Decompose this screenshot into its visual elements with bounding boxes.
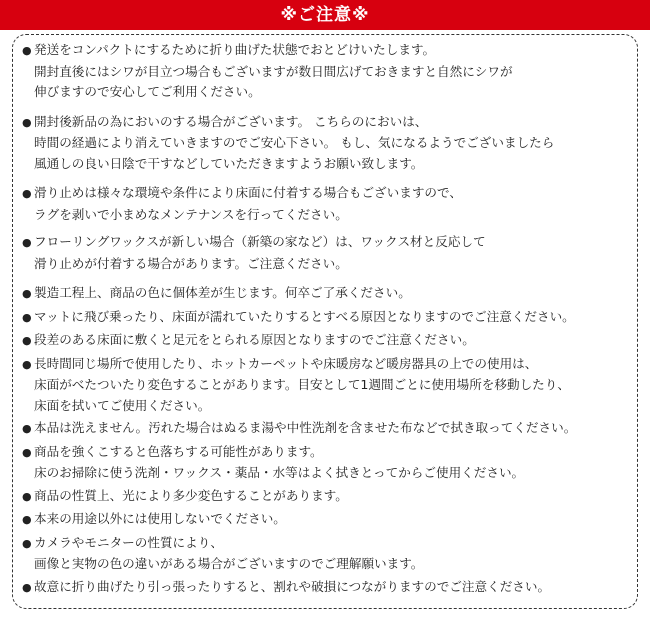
notice-item	[22, 418, 638, 440]
notice-item	[22, 442, 638, 484]
bullet-icon: ●	[22, 422, 32, 435]
notice-item	[22, 112, 638, 175]
bullet-icon: ●	[22, 236, 32, 249]
notice-text: 製造工程上、商品の色に個体差が生じます。何卒ご了承ください。	[34, 285, 411, 300]
bullet-icon: ●	[22, 187, 32, 200]
notice-line	[22, 330, 638, 352]
bullet-icon: ●	[22, 513, 32, 526]
notice-line	[22, 418, 638, 440]
notice-line	[22, 396, 638, 417]
notice-text: 滑り止めが付着する場合があります。ご注意ください。	[34, 255, 348, 271]
notice-text: 本品は洗えません。汚れた場合はぬるま湯や中性洗剤を含ませた布などで拭き取ってください。	[34, 420, 577, 435]
notice-text: 長時間同じ場所で使用したり、ホットカーペットや床暖房など暖房器具の上での使用は、	[34, 355, 538, 371]
notice-line	[22, 554, 638, 575]
notice-line	[22, 283, 638, 305]
notice-header	[0, 0, 650, 30]
bullet-icon: ●	[22, 445, 32, 459]
notice-item	[22, 354, 638, 417]
notice-text: 伸びますので安心してご利用ください。	[34, 84, 261, 99]
notice-text: 床のお掃除に使う洗剤・ワックス・薬品・水等はよく拭きとってからご使用ください。	[34, 465, 525, 480]
notice-line	[22, 509, 638, 531]
notice-line	[22, 112, 638, 134]
notice-line	[22, 307, 638, 329]
bullet-icon: ●	[22, 536, 32, 550]
bullet-icon: ●	[22, 357, 32, 371]
notice-text: 発送をコンパクトにするために折り曲げた状態でおとどけいたします。	[34, 42, 436, 57]
notice-line	[22, 40, 638, 62]
bullet-icon: ●	[22, 580, 32, 594]
notice-item	[22, 283, 638, 305]
notice-text: 滑り止めは様々な環境や条件により床面に付着する場合もございますので、	[34, 185, 462, 200]
notice-item	[22, 40, 638, 103]
notice-item	[22, 533, 638, 575]
notice-item	[22, 577, 638, 599]
notice-item	[22, 232, 638, 274]
bullet-icon: ●	[22, 115, 32, 129]
notice-text: 床面がべたついたり変色することがあります。目安として1週間ごとに使用場所を移動したり、	[34, 377, 570, 392]
notice-text: 本来の用途以外には使用しないでください。	[34, 511, 286, 526]
notice-line	[22, 442, 638, 464]
notice-line	[22, 533, 638, 555]
notice-line	[22, 375, 638, 396]
notice-item	[22, 330, 638, 352]
notice-item	[22, 307, 638, 329]
notice-item	[22, 486, 638, 508]
notice-line	[22, 133, 638, 154]
bullet-icon: ●	[22, 334, 32, 347]
notice-line	[22, 62, 638, 83]
notice-text: ラグを剥いで小まめなメンテナンスを行ってください。	[34, 206, 348, 222]
notice-text: 故意に折り曲げたり引っ張ったりすると、割れや破損につながりますのでご注意ください。	[34, 578, 551, 594]
notice-line	[22, 205, 638, 226]
notice-line	[22, 577, 638, 599]
notice-text: 開封直後にはシワが目立つ場合もございますが数日間広げておきますと自然にシワが	[34, 63, 513, 79]
notice-text: カメラやモニターの性質により、	[34, 534, 223, 550]
notice-text: 床面を拭いてご使用ください。	[34, 397, 211, 413]
notice-line	[22, 82, 638, 103]
notice-line	[22, 354, 638, 376]
bullet-icon: ●	[22, 310, 32, 324]
notice-text: 開封後新品の為においのする場合がございます。 こちらのにおいは、	[34, 113, 428, 129]
notice-text: 商品を強くこすると色落ちする可能性があります。	[34, 443, 323, 459]
notice-line	[22, 154, 638, 175]
notice-line	[22, 254, 638, 275]
notice-text: 商品の性質上、光により多少変色することがあります。	[34, 487, 348, 503]
notice-item	[22, 509, 638, 531]
bullet-icon: ●	[22, 489, 32, 503]
notice-text: 段差のある床面に敷くと足元をとられる原因となりますのでご注意ください。	[34, 332, 475, 347]
notice-line	[22, 232, 638, 254]
notice-text: 時間の経過により消えていきますのでご安心下さい。 もし、気になるようでございましたら	[34, 135, 555, 150]
notice-text: 画像と実物の色の違いがある場合がございますのでご理解願います。	[34, 556, 424, 571]
bullet-icon: ●	[22, 287, 32, 300]
notice-text: フローリングワックスが新しい場合（新築の家など）は、ワックス材と反応して	[34, 234, 486, 249]
notice-list	[22, 40, 638, 598]
notice-text: マットに飛び乗ったり、床面が濡れていたりするとすべる原因となりますのでご注意ください。	[34, 308, 575, 324]
notice-line	[22, 183, 638, 205]
notice-title: ※ご注意※	[280, 5, 370, 25]
bullet-icon: ●	[22, 44, 32, 57]
notice-item	[22, 183, 638, 225]
notice-line	[22, 486, 638, 508]
notice-line	[22, 463, 638, 484]
notice-text: 風通しの良い日陰で干すなどしていただきますようお願い致します。	[34, 155, 424, 171]
